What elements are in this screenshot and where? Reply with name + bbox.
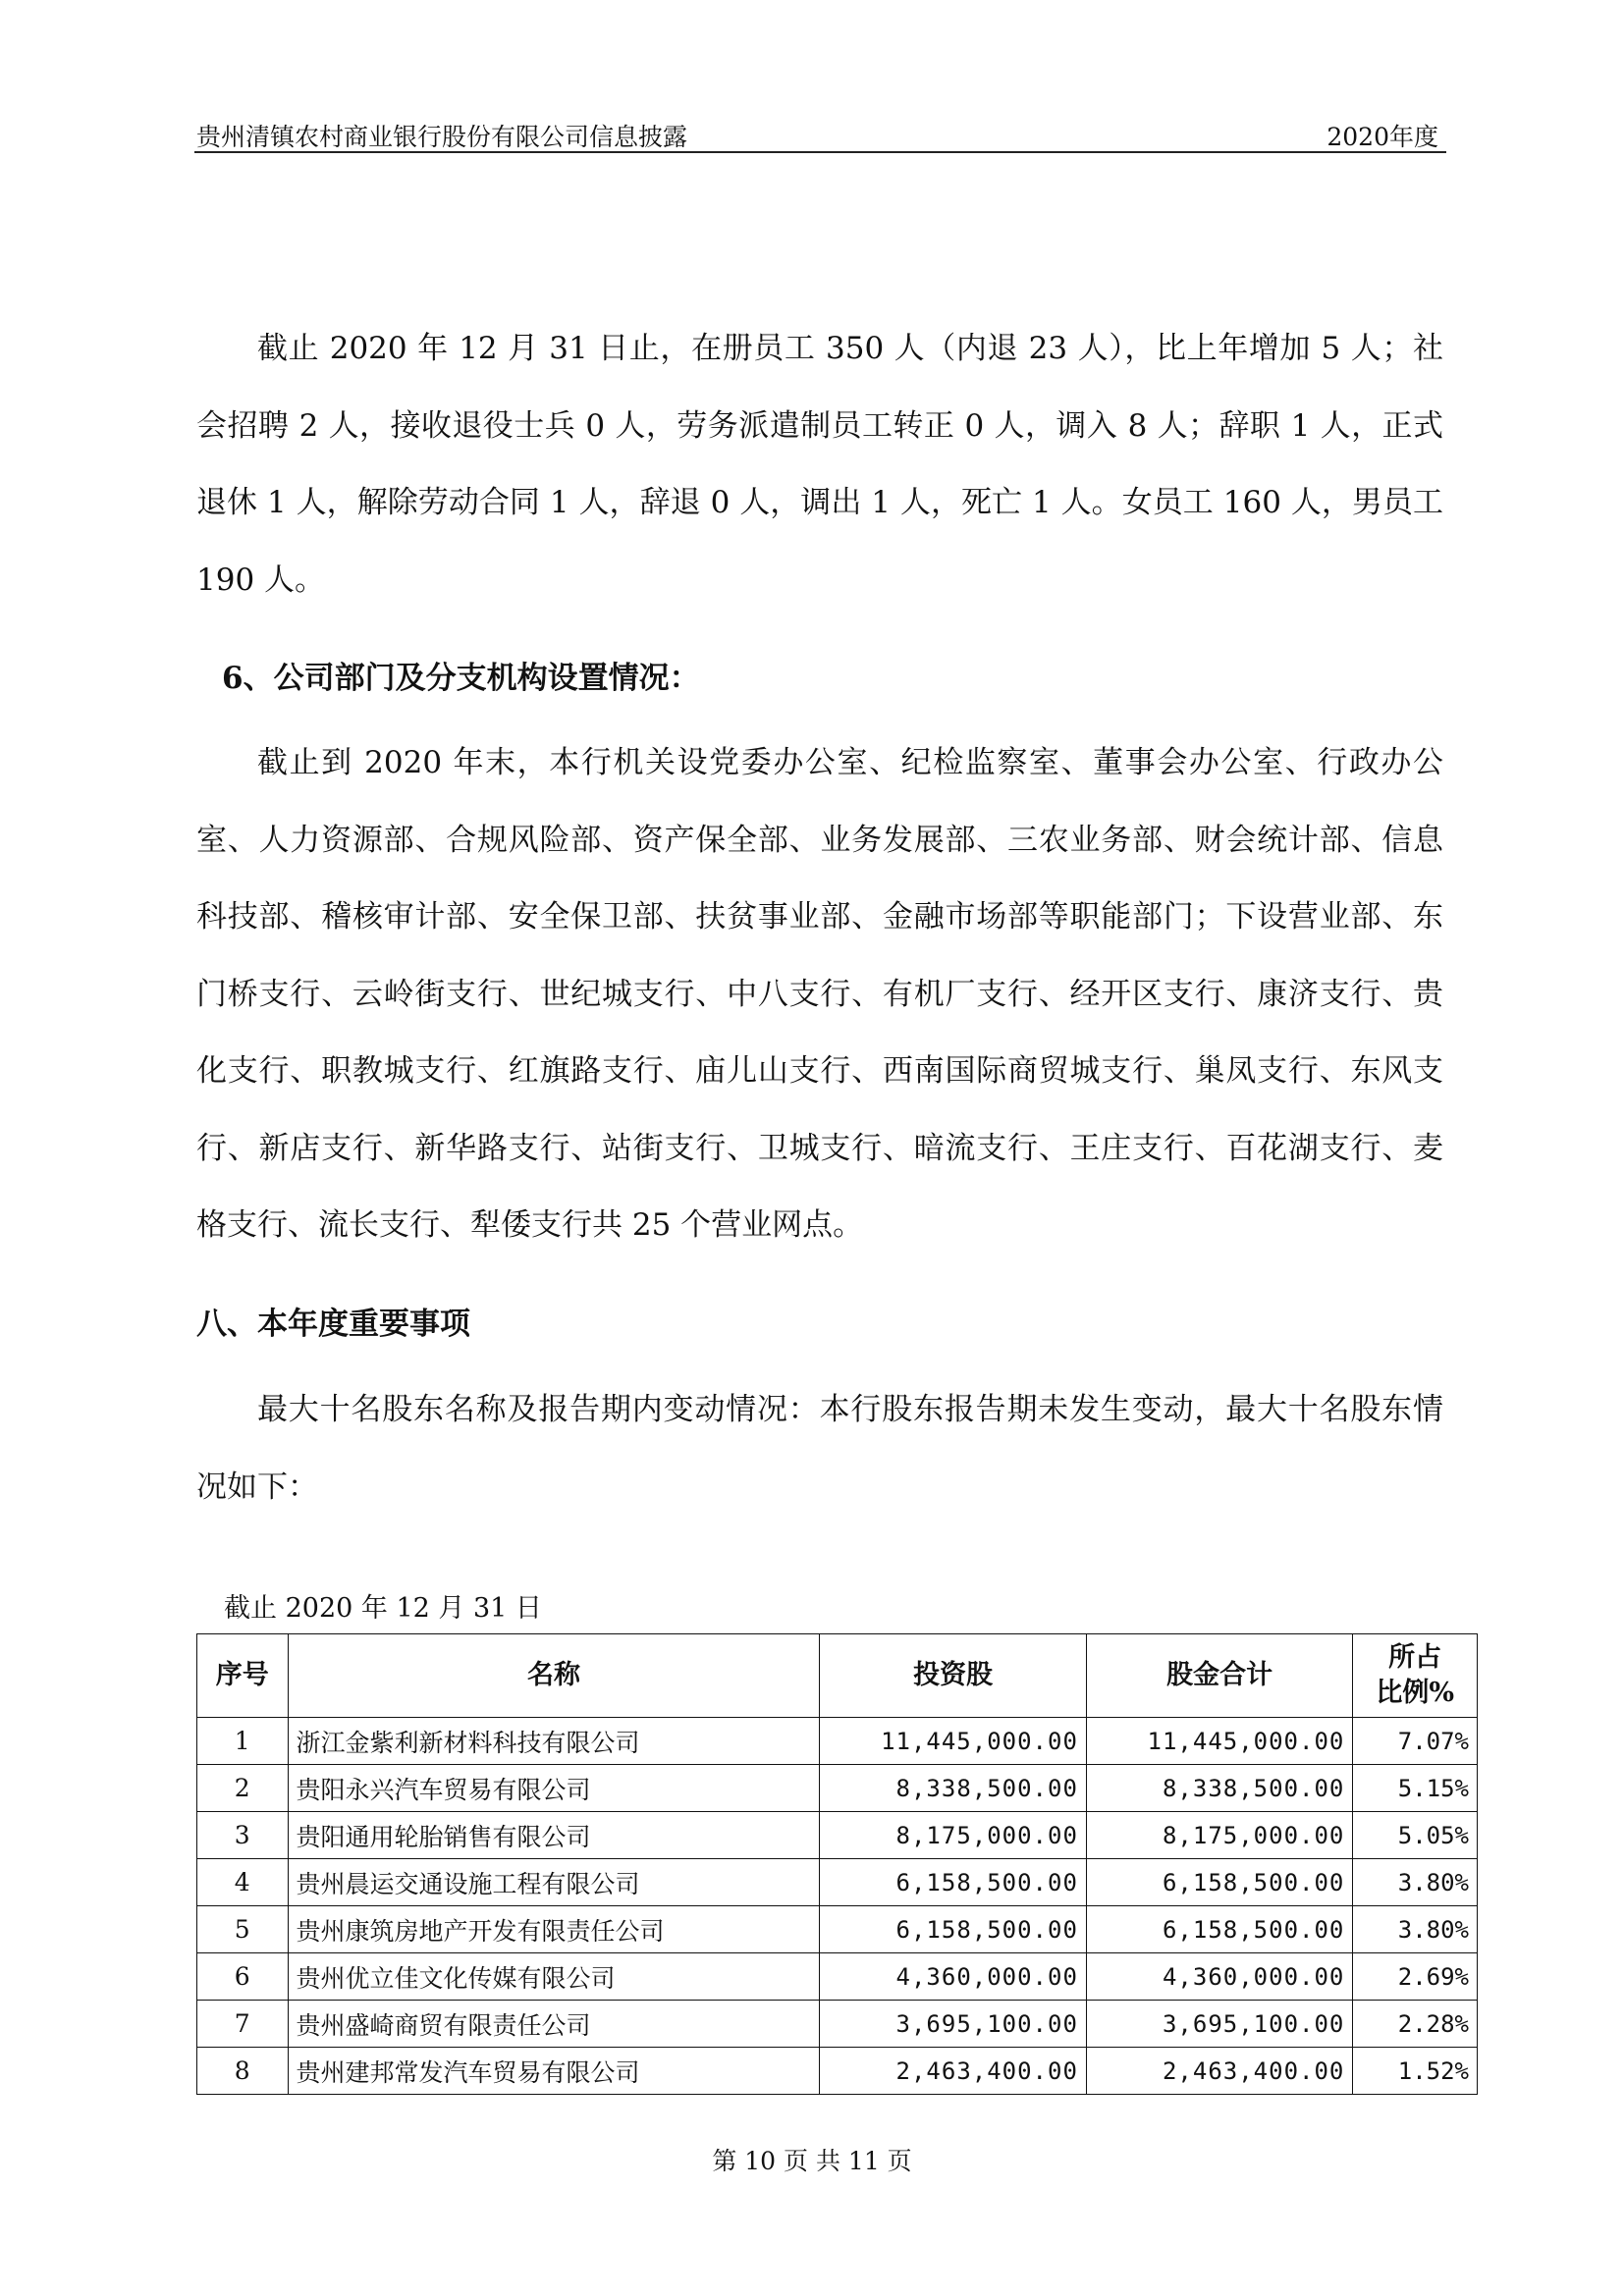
table-row <box>197 1859 1478 1906</box>
section-8-body: 最大十名股东名称及报告期内变动情况：本行股东报告期未发生变动，最大十名股东情况如下： <box>196 1392 1443 1505</box>
row-ratio: 1.52% <box>1353 2048 1478 2095</box>
row-investment: 8,338,500.00 <box>820 1765 1086 1812</box>
row-index: 3 <box>197 1812 289 1859</box>
row-total: 4,360,000.00 <box>1086 1953 1352 2001</box>
table-row <box>197 1812 1478 1859</box>
row-total: 6,158,500.00 <box>1086 1906 1352 1953</box>
row-index: 6 <box>197 1953 289 2001</box>
header-ratio <box>1353 1634 1478 1718</box>
row-ratio: 2.28% <box>1353 2001 1478 2048</box>
row-name: 贵州晨运交通设施工程有限公司 <box>288 1859 820 1906</box>
row-total: 8,338,500.00 <box>1086 1765 1352 1812</box>
row-ratio: 5.15% <box>1353 1765 1478 1812</box>
row-total: 2,463,400.00 <box>1086 2048 1352 2095</box>
row-investment: 6,158,500.00 <box>820 1859 1086 1906</box>
row-investment: 8,175,000.00 <box>820 1812 1086 1859</box>
row-total: 3,695,100.00 <box>1086 2001 1352 2048</box>
header-ratio-line2: 比例% <box>1376 1678 1454 1708</box>
row-name: 浙江金紫利新材料科技有限公司 <box>288 1718 820 1765</box>
row-ratio: 2.69% <box>1353 1953 1478 2001</box>
table-body <box>197 1718 1478 2095</box>
row-index: 4 <box>197 1859 289 1906</box>
header-year: 2020年度 <box>1326 123 1438 151</box>
header-index: 序号 <box>197 1634 289 1718</box>
section-8-heading: 八、本年度重要事项 <box>196 1307 470 1342</box>
row-name: 贵州建邦常发汽车贸易有限公司 <box>288 2048 820 2095</box>
row-index: 5 <box>197 1906 289 1953</box>
row-total: 8,175,000.00 <box>1086 1812 1352 1859</box>
row-investment: 3,695,100.00 <box>820 2001 1086 2048</box>
table-row <box>197 1906 1478 1953</box>
header-name: 名称 <box>288 1634 820 1718</box>
header-title: 贵州清镇农村商业银行股份有限公司信息披露 <box>196 123 688 151</box>
row-ratio: 3.80% <box>1353 1906 1478 1953</box>
row-index: 1 <box>197 1718 289 1765</box>
section-6-body: 截止到 2020 年末，本行机关设党委办公室、纪检监察室、董事会办公室、行政办公室、人力资源部、合规风险部、资产保全部、业务发展部、三农业务部、财会统计部、信息科技部、稽核审计部、安全保卫部、扶贫事业部、金融市场部等职能部门；下设营业部、东门桥支行、云岭街支行、世纪城支行、中八支行、有机厂支行、经开区支行、康济支行、贵化支行、职教城支行、红旗路支行、庙儿山支行、西南国际商贸城支行、巢凤支行、东风支行、新店支行、新华路支行、站街支行、卫城支行、暗流支行、王庄支行、百花湖支行、麦格支行、流长支行、犁倭支行共 25 个营业网点。 <box>196 745 1443 1243</box>
row-name: 贵州优立佳文化传媒有限公司 <box>288 1953 820 2001</box>
header-total: 股金合计 <box>1086 1634 1352 1718</box>
row-index: 8 <box>197 2048 289 2095</box>
page-footer: 第 10 页 共 11 页 <box>712 2147 912 2175</box>
row-investment: 2,463,400.00 <box>820 2048 1086 2095</box>
row-name: 贵阳永兴汽车贸易有限公司 <box>288 1765 820 1812</box>
row-index: 2 <box>197 1765 289 1812</box>
row-ratio: 7.07% <box>1353 1718 1478 1765</box>
row-investment: 4,360,000.00 <box>820 1953 1086 2001</box>
page-header <box>194 110 1446 153</box>
table-row <box>197 2001 1478 2048</box>
row-name: 贵州盛崎商贸有限责任公司 <box>288 2001 820 2048</box>
row-ratio: 3.80% <box>1353 1859 1478 1906</box>
staff-paragraph: 截止 2020 年 12 月 31 日止，在册员工 350 人（内退 23 人），比上年增加 5 人；社会招聘 2 人，接收退役士兵 0 人，劳务派遣制员工转正 0 人，调入 8 人；辞职 1 人，正式退休 1 人，解除劳动合同 1 人，辞退 0 人，调出 1 人，死亡 1 人。女员工 160 人，男员工 190 人。 <box>196 331 1443 598</box>
row-investment: 11,445,000.00 <box>820 1718 1086 1765</box>
row-ratio: 5.05% <box>1353 1812 1478 1859</box>
table-row <box>197 1953 1478 2001</box>
table-header-row <box>197 1634 1478 1718</box>
row-investment: 6,158,500.00 <box>820 1906 1086 1953</box>
row-total: 11,445,000.00 <box>1086 1718 1352 1765</box>
shareholders-table <box>196 1633 1478 2095</box>
row-name: 贵阳通用轮胎销售有限公司 <box>288 1812 820 1859</box>
section-6-heading: 6、公司部门及分支机构设置情况： <box>222 661 700 696</box>
table-row <box>197 1718 1478 1765</box>
row-index: 7 <box>197 2001 289 2048</box>
header-ratio-line1: 所占 <box>1388 1642 1442 1673</box>
table-caption: 截止 2020 年 12 月 31 日 <box>224 1593 542 1624</box>
table-row <box>197 2048 1478 2095</box>
row-total: 6,158,500.00 <box>1086 1859 1352 1906</box>
table-row <box>197 1765 1478 1812</box>
header-investment: 投资股 <box>820 1634 1086 1718</box>
row-name: 贵州康筑房地产开发有限责任公司 <box>288 1906 820 1953</box>
